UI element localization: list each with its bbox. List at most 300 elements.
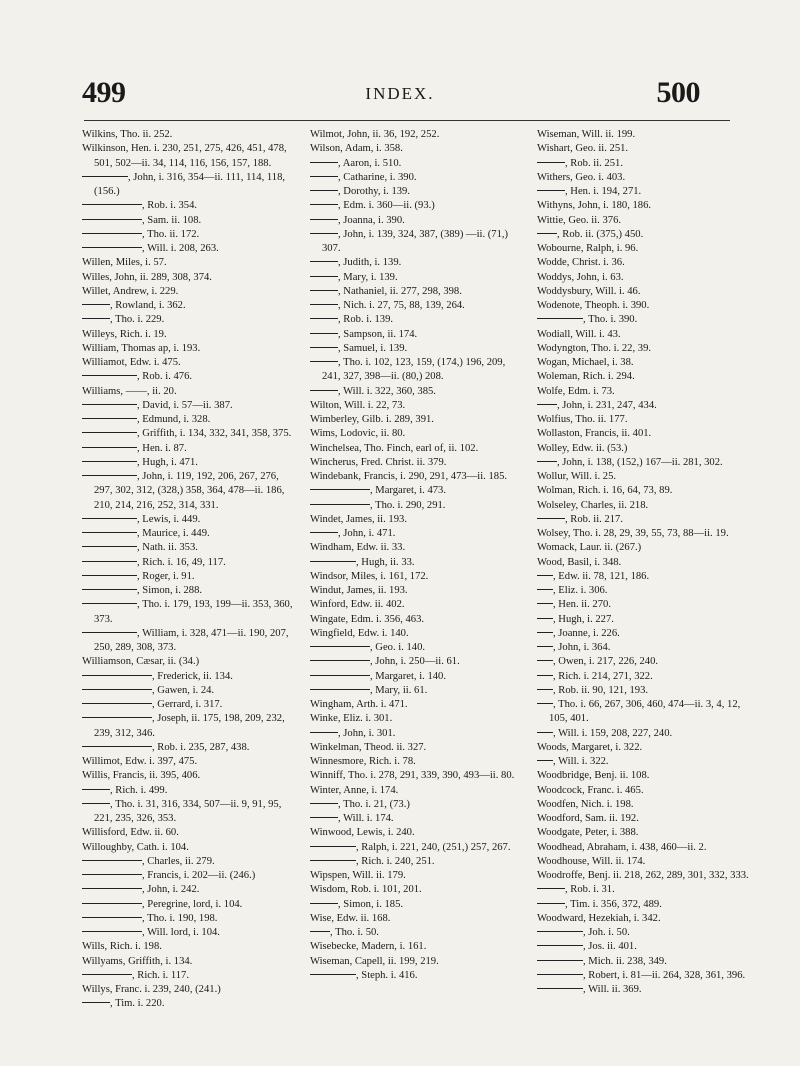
index-entry-text: , Robert, i. 81—ii. 264, 328, 361, 396. — [583, 969, 746, 981]
index-entry — [537, 142, 752, 156]
index-entry-text: Willisford, Edw. ii. 60. — [82, 827, 179, 839]
index-entry-text: , Joanne, i. 226. — [553, 627, 620, 639]
index-entry-text: Withyns, John, i. 180, 186. — [537, 200, 652, 212]
index-entry-text: Wills, Rich. i. 198. — [82, 941, 162, 953]
right-page-number: 500 — [656, 76, 700, 109]
index-entry — [82, 299, 297, 313]
ditto-dash — [310, 489, 370, 490]
index-entry — [82, 385, 297, 399]
index-entry-text: Willimot, Edw. i. 397, 475. — [82, 756, 198, 767]
index-entry-text: Winkelman, Theod. ii. 327. — [310, 741, 427, 753]
index-entry-text: , Tho. i. 229. — [110, 314, 165, 326]
ditto-dash — [537, 675, 553, 676]
ditto-dash — [310, 846, 356, 847]
index-entry-text: Wogan, Michael, i. 38. — [537, 357, 634, 368]
ditto-dash — [82, 675, 152, 676]
index-entry — [82, 142, 297, 171]
index-entry — [537, 456, 752, 470]
index-entry-text: , John, i. 301. — [338, 727, 396, 739]
ditto-dash — [310, 190, 338, 191]
ditto-dash — [310, 646, 370, 647]
index-entry — [537, 199, 752, 213]
index-entry — [310, 598, 525, 612]
ditto-dash — [310, 689, 370, 690]
index-entry-text: , William, i. 328, 471—ii. 190, 207, 250, 289, 308, 373. — [94, 627, 289, 653]
ditto-dash — [82, 247, 142, 248]
ditto-dash — [537, 703, 553, 704]
index-entry — [82, 983, 297, 997]
index-entry-text: , Tho. i. 31, 316, 334, 507—ii. 9, 91, 95, 221, 235, 326, 353. — [94, 798, 282, 824]
index-entry — [310, 413, 525, 427]
index-entry-text: , Tho. i. 50. — [330, 927, 379, 938]
index-entry — [537, 513, 752, 527]
index-entry — [82, 427, 297, 441]
index-entry — [537, 541, 752, 555]
ditto-dash — [82, 917, 142, 918]
index-entry-text: , Hen. i. 194, 271. — [565, 186, 642, 197]
index-entry-text: , Will. i. 208, 263. — [142, 243, 219, 254]
index-entry — [82, 940, 297, 954]
index-entry-text: , Margaret, i. 140. — [370, 670, 447, 682]
index-entry-text: , Rob. i. 354. — [142, 200, 198, 212]
index-entry — [310, 427, 525, 441]
index-entry-text: Woodbridge, Benj. ii. 108. — [537, 770, 650, 782]
index-entry-text: Wingham, Arth. i. 471. — [310, 699, 408, 710]
index-entry-text: , John, i. 316, 354—ii. 111, 114, 118, (156.) — [94, 171, 286, 197]
index-entry-text: Wiseman, Capell, ii. 199, 219. — [310, 955, 439, 967]
index-entry — [82, 171, 297, 200]
ditto-dash — [82, 418, 137, 419]
index-entry — [310, 513, 525, 527]
index-entry-text: Wiseman, Will. ii. 199. — [537, 129, 636, 140]
index-entry — [82, 855, 297, 869]
ditto-dash — [82, 974, 132, 975]
ditto-dash — [537, 903, 565, 904]
index-entry-text: , Eliz. i. 306. — [553, 585, 608, 596]
ditto-dash — [537, 760, 553, 761]
ditto-dash — [82, 461, 137, 462]
index-entry — [310, 727, 525, 741]
index-entry — [310, 299, 525, 313]
index-entry — [537, 427, 752, 441]
index-entry-text: , Tho. i. 66, 267, 306, 460, 474—ii. 3, 4, 12, 105, 401. — [549, 699, 741, 725]
index-entry-text: Winter, Anne, i. 174. — [310, 784, 399, 796]
index-entry-text: Wise, Edw. ii. 168. — [310, 912, 391, 924]
ditto-dash — [537, 518, 565, 519]
ditto-dash — [310, 318, 338, 319]
index-entry — [82, 228, 297, 242]
index-entry-text: , Geo. i. 140. — [370, 642, 426, 653]
index-entry — [82, 285, 297, 299]
ditto-dash — [82, 632, 137, 633]
index-entry — [82, 584, 297, 598]
index-entry — [537, 983, 752, 997]
index-entry — [310, 855, 525, 869]
ditto-dash — [537, 960, 583, 961]
index-entry-text: Woleman, Rich. i. 294. — [537, 371, 635, 383]
index-entry-text: , John, i. 139, 324, 387, (389) —ii. (71,) 307. — [322, 228, 509, 254]
index-entry — [82, 271, 297, 285]
index-entry — [82, 755, 297, 769]
left-page-number: 499 — [82, 76, 126, 109]
index-entry-text: , Simon, i. 185. — [338, 898, 404, 910]
index-entry — [310, 157, 525, 171]
index-entry-text: , John, i. 471. — [338, 528, 396, 539]
index-entry — [310, 499, 525, 513]
index-entry — [82, 997, 297, 1011]
index-entry-text: Wodenote, Theoph. i. 390. — [537, 300, 650, 311]
index-entry-text: , Maurice, i. 449. — [137, 528, 210, 539]
ditto-dash — [537, 318, 583, 319]
index-entry-text: Wingfield, Edw. i. 140. — [310, 627, 409, 639]
ditto-dash — [537, 732, 553, 733]
index-entry-text: , Francis, i. 202—ii. (246.) — [142, 870, 256, 881]
ditto-dash — [310, 304, 338, 305]
ditto-dash — [310, 860, 356, 861]
index-entry-text: , Tim. i. 356, 372, 489. — [565, 898, 662, 910]
ditto-dash — [310, 347, 338, 348]
index-entry-text: Wittie, Geo. ii. 376. — [537, 214, 622, 226]
ditto-dash — [537, 632, 553, 633]
index-entry-text: Wodiall, Will. i. 43. — [537, 328, 621, 340]
index-entry — [310, 940, 525, 954]
index-entry — [537, 755, 752, 769]
index-entry-text: Williams, ——, ii. 20. — [82, 385, 177, 397]
index-entry-text: , Will. ii. 369. — [583, 984, 642, 995]
index-entry-text: , Rob. ii. 251. — [565, 157, 623, 169]
ditto-dash — [310, 561, 356, 562]
ditto-dash — [310, 219, 338, 220]
ditto-dash — [310, 333, 338, 334]
index-entry — [82, 712, 297, 741]
index-entry-text: , Frederick, ii. 134. — [152, 670, 233, 682]
ditto-dash — [537, 660, 553, 661]
index-entry-text: Wolfe, Edm. i. 73. — [537, 385, 615, 397]
index-entry-text: Windsor, Miles, i. 161, 172. — [310, 570, 429, 582]
index-entry-text: , David, i. 57—ii. 387. — [137, 399, 233, 411]
ditto-dash — [82, 717, 152, 718]
index-entry — [82, 470, 297, 513]
index-entry-text: Wobourne, Ralph, i. 96. — [537, 243, 639, 254]
ditto-dash — [310, 361, 338, 362]
index-entry — [537, 926, 752, 940]
index-entry-text: , John, i. 242. — [142, 884, 200, 896]
index-entry-text: Wollaston, Francis, ii. 401. — [537, 428, 652, 440]
index-entry — [537, 883, 752, 897]
index-entry — [537, 499, 752, 513]
index-entry — [82, 969, 297, 983]
index-entry — [537, 399, 752, 413]
index-entry — [82, 128, 297, 142]
index-entry — [537, 527, 752, 541]
index-entry-text: Willyams, Griffith, i. 134. — [82, 955, 193, 967]
ditto-dash — [82, 888, 142, 889]
index-entry — [537, 442, 752, 456]
index-entry-text: , Tho. i. 190, 198. — [142, 912, 218, 924]
index-entry — [82, 527, 297, 541]
ditto-dash — [82, 931, 142, 932]
index-entry — [537, 385, 752, 399]
ditto-dash — [537, 603, 553, 604]
index-entry — [82, 541, 297, 555]
index-entry — [82, 898, 297, 912]
index-entry — [537, 613, 752, 627]
ditto-dash — [537, 888, 565, 889]
index-entry — [537, 214, 752, 228]
index-entry-text: , Ralph, i. 221, 240, (251,) 257, 267. — [356, 841, 511, 853]
ditto-dash — [82, 603, 137, 604]
ditto-dash — [537, 618, 553, 619]
index-entry-text: Wilton, Will. i. 22, 73. — [310, 399, 406, 411]
index-entry — [310, 142, 525, 156]
ditto-dash — [310, 276, 338, 277]
index-entry — [310, 570, 525, 584]
index-column-1 — [82, 128, 297, 1012]
index-entry — [310, 484, 525, 498]
index-entry — [537, 670, 752, 684]
index-entry-text: , Rob. ii. 90, 121, 193. — [553, 684, 649, 696]
index-entry — [537, 784, 752, 798]
index-entry-text: Woodhead, Abraham, i. 438, 460—ii. 2. — [537, 841, 707, 853]
index-entry — [310, 171, 525, 185]
index-entry-text: , Gawen, i. 24. — [152, 684, 215, 696]
index-entry — [537, 855, 752, 869]
index-entry — [82, 356, 297, 370]
index-entry — [537, 641, 752, 655]
index-entry-text: Windet, James, ii. 193. — [310, 513, 407, 525]
index-entry — [310, 883, 525, 897]
index-entry — [82, 399, 297, 413]
ditto-dash — [82, 475, 137, 476]
ditto-dash — [82, 304, 110, 305]
index-entry — [537, 898, 752, 912]
index-entry-text: , Tho. i. 290, 291. — [370, 499, 446, 511]
index-entry-text: , Sampson, ii. 174. — [338, 328, 418, 340]
index-entry-text: , Tho. i. 102, 123, 159, (174,) 196, 209, 241, 327, 398—ii. (80,) 208. — [322, 357, 506, 383]
index-entry — [537, 698, 752, 727]
index-entry-text: , Hugh, ii. 33. — [356, 556, 415, 568]
index-entry-text: Wingate, Edm. i. 356, 463. — [310, 613, 425, 625]
index-entry — [537, 256, 752, 270]
index-entry — [310, 256, 525, 270]
index-entry — [310, 826, 525, 840]
index-entry-text: Woodgate, Peter, i. 388. — [537, 827, 639, 839]
index-entry — [82, 741, 297, 755]
index-entry — [82, 256, 297, 270]
ditto-dash — [82, 532, 137, 533]
index-entry — [82, 841, 297, 855]
index-entry — [82, 456, 297, 470]
index-entry-text: William, Thomas ap, i. 193. — [82, 342, 201, 354]
index-entry — [537, 684, 752, 698]
index-entry-text: , Steph. i. 416. — [356, 969, 418, 981]
index-entry — [537, 869, 752, 883]
index-entry-text: Wolseley, Charles, ii. 218. — [537, 499, 649, 511]
index-entry — [310, 784, 525, 798]
index-entry — [310, 271, 525, 285]
index-entry — [310, 812, 525, 826]
index-entry-text: , Nathaniel, ii. 277, 298, 398. — [338, 285, 462, 297]
index-entry-text: Willes, John, ii. 289, 308, 374. — [82, 271, 212, 283]
ditto-dash — [310, 675, 370, 676]
ditto-dash — [82, 689, 152, 690]
index-entry — [537, 570, 752, 584]
index-entry-text: Wilson, Adam, i. 358. — [310, 143, 403, 155]
ditto-dash — [310, 660, 370, 661]
ditto-dash — [82, 546, 137, 547]
ditto-dash — [82, 219, 142, 220]
index-entry — [82, 570, 297, 584]
index-entry-text: , John, i. 138, (152,) 167—ii. 281, 302. — [557, 456, 723, 468]
ditto-dash — [537, 190, 565, 191]
index-entry-text: , Tho. i. 179, 193, 199—ii. 353, 360, 373. — [94, 599, 293, 625]
index-entry — [82, 214, 297, 228]
index-entry-text: Windham, Edw. ii. 33. — [310, 542, 406, 554]
index-entry — [82, 313, 297, 327]
index-entry — [310, 655, 525, 669]
index-entry-text: Windut, James, ii. 193. — [310, 585, 408, 596]
ditto-dash — [82, 746, 152, 747]
ditto-dash — [82, 874, 142, 875]
ditto-dash — [82, 176, 128, 177]
index-entry — [310, 627, 525, 641]
index-entry-text: , Sam. ii. 108. — [142, 214, 202, 226]
index-entry — [537, 741, 752, 755]
index-entry — [310, 698, 525, 712]
index-entry-text: Wisdom, Rob. i. 101, 201. — [310, 884, 422, 896]
index-entry — [537, 556, 752, 570]
ditto-dash — [310, 390, 338, 391]
index-entry-text: , Nath. ii. 353. — [137, 542, 198, 554]
index-entry — [310, 456, 525, 470]
index-entry — [537, 128, 752, 142]
index-entry-text: Wilmot, John, ii. 36, 192, 252. — [310, 129, 440, 140]
index-entry — [537, 969, 752, 983]
index-entry — [537, 285, 752, 299]
index-entry-text: , Edw. ii. 78, 121, 186. — [553, 570, 650, 582]
ditto-dash — [537, 646, 553, 647]
index-entry — [537, 627, 752, 641]
index-entry-text: , Charles, ii. 279. — [142, 855, 215, 867]
index-entry — [537, 940, 752, 954]
index-entry-text: Woddysbury, Will. i. 46. — [537, 285, 641, 297]
ditto-dash — [82, 204, 142, 205]
index-entry — [82, 798, 297, 827]
index-entry-text: Wipspen, Will. ii. 179. — [310, 870, 406, 881]
index-entry — [310, 912, 525, 926]
index-entry-text: , Rich. i. 240, 251. — [356, 855, 435, 867]
index-entry — [82, 556, 297, 570]
index-entry-text: Withers, Geo. i. 403. — [537, 171, 626, 183]
index-entry-text: , Roger, i. 91. — [137, 570, 195, 582]
index-entry — [310, 342, 525, 356]
index-entry — [82, 598, 297, 627]
ditto-dash — [310, 176, 338, 177]
index-entry-text: Windebank, Francis, i. 290, 291, 473—ii. 185. — [310, 471, 508, 482]
index-entry-text: , Owen, i. 217, 226, 240. — [553, 656, 659, 668]
index-entry — [310, 385, 525, 399]
index-entry-text: Wodyngton, Tho. i. 22, 39. — [537, 342, 652, 354]
index-entry-text: , Gerrard, i. 317. — [152, 699, 223, 710]
index-entry — [537, 912, 752, 926]
ditto-dash — [82, 518, 137, 519]
index-entry-text: Woodward, Hezekiah, i. 342. — [537, 912, 661, 924]
index-entry-text: Winke, Eliz. i. 301. — [310, 713, 393, 725]
index-entry — [537, 812, 752, 826]
ditto-dash — [537, 575, 553, 576]
index-entry — [310, 214, 525, 228]
ditto-dash — [82, 789, 110, 790]
index-entry — [82, 328, 297, 342]
ditto-dash — [537, 689, 553, 690]
ditto-dash — [537, 931, 583, 932]
index-entry — [310, 613, 525, 627]
index-entry-text: , Dorothy, i. 139. — [338, 186, 410, 197]
index-entry-text: Willis, Francis, ii. 395, 406. — [82, 770, 201, 782]
index-entry — [310, 527, 525, 541]
index-entry-text: Winwood, Lewis, i. 240. — [310, 827, 415, 839]
index-entry — [537, 727, 752, 741]
index-entry-text: , Samuel, i. 139. — [338, 342, 408, 354]
ditto-dash — [82, 432, 137, 433]
ditto-dash — [82, 375, 137, 376]
index-entry-text: , Will. i. 159, 208, 227, 240. — [553, 727, 673, 739]
index-entry-text: Wisebecke, Madern, i. 161. — [310, 941, 427, 953]
index-entry-text: , Rob. i. 31. — [565, 884, 615, 896]
index-entry — [537, 185, 752, 199]
index-entry-text: Wims, Lodovic, ii. 80. — [310, 428, 406, 440]
index-entry — [537, 584, 752, 598]
index-entry-text: Willys, Franc. i. 239, 240, (241.) — [82, 984, 221, 995]
index-entry-text: Woodhouse, Will. ii. 174. — [537, 855, 646, 867]
index-entry — [537, 157, 752, 171]
index-entry-text: , Rob. ii. 217. — [565, 513, 623, 525]
index-entry-text: , John, i. 119, 192, 206, 267, 276, 297, 302, 312, (328,) 358, 364, 478—ii. 186, 210, 214, 216, 252, 314, 331. — [94, 471, 285, 511]
index-entry-text: , John, i. 364. — [553, 642, 611, 653]
ditto-dash — [310, 162, 338, 163]
ditto-dash — [82, 803, 110, 804]
index-entry-text: , Hen. ii. 270. — [553, 599, 611, 611]
index-entry-text: , Tho. i. 21, (73.) — [338, 798, 410, 810]
index-entry — [310, 442, 525, 456]
index-entry-text: , Aaron, i. 510. — [338, 157, 402, 169]
index-entry — [310, 955, 525, 969]
index-entry-text: , Rich. i. 499. — [110, 784, 168, 796]
index-entry-text: Wolsey, Tho. i. 28, 29, 39, 55, 73, 88—ii. 19. — [537, 528, 729, 539]
index-entry-text: , Joh. i. 50. — [583, 927, 630, 938]
index-entry — [310, 199, 525, 213]
index-entry — [537, 470, 752, 484]
index-entry — [310, 584, 525, 598]
index-entry-text: Woodroffe, Benj. ii. 218, 262, 289, 301, 332, 333. — [537, 870, 749, 881]
index-entry-text: , Rich. i. 16, 49, 117. — [137, 556, 226, 568]
index-entry-text: Wodde, Christ. i. 36. — [537, 257, 625, 269]
index-entry-text: , Joseph, ii. 175, 198, 209, 232, 239, 312, 346. — [94, 713, 285, 739]
index-entry — [82, 413, 297, 427]
index-entry — [537, 242, 752, 256]
ditto-dash — [537, 945, 583, 946]
index-entry — [82, 655, 297, 669]
index-entry-text: , Jos. ii. 401. — [583, 941, 637, 953]
index-entry-text: Winchelsea, Tho. Finch, earl of, ii. 102. — [310, 442, 479, 454]
index-entry-text: Willet, Andrew, i. 229. — [82, 285, 179, 297]
index-entry — [310, 841, 525, 855]
index-entry-text: Woods, Margaret, i. 322. — [537, 741, 643, 753]
ditto-dash — [537, 233, 557, 234]
index-entry — [310, 185, 525, 199]
index-entry-text: , Simon, i. 288. — [137, 585, 203, 596]
index-entry-text: Winnesmore, Rich. i. 78. — [310, 756, 416, 767]
